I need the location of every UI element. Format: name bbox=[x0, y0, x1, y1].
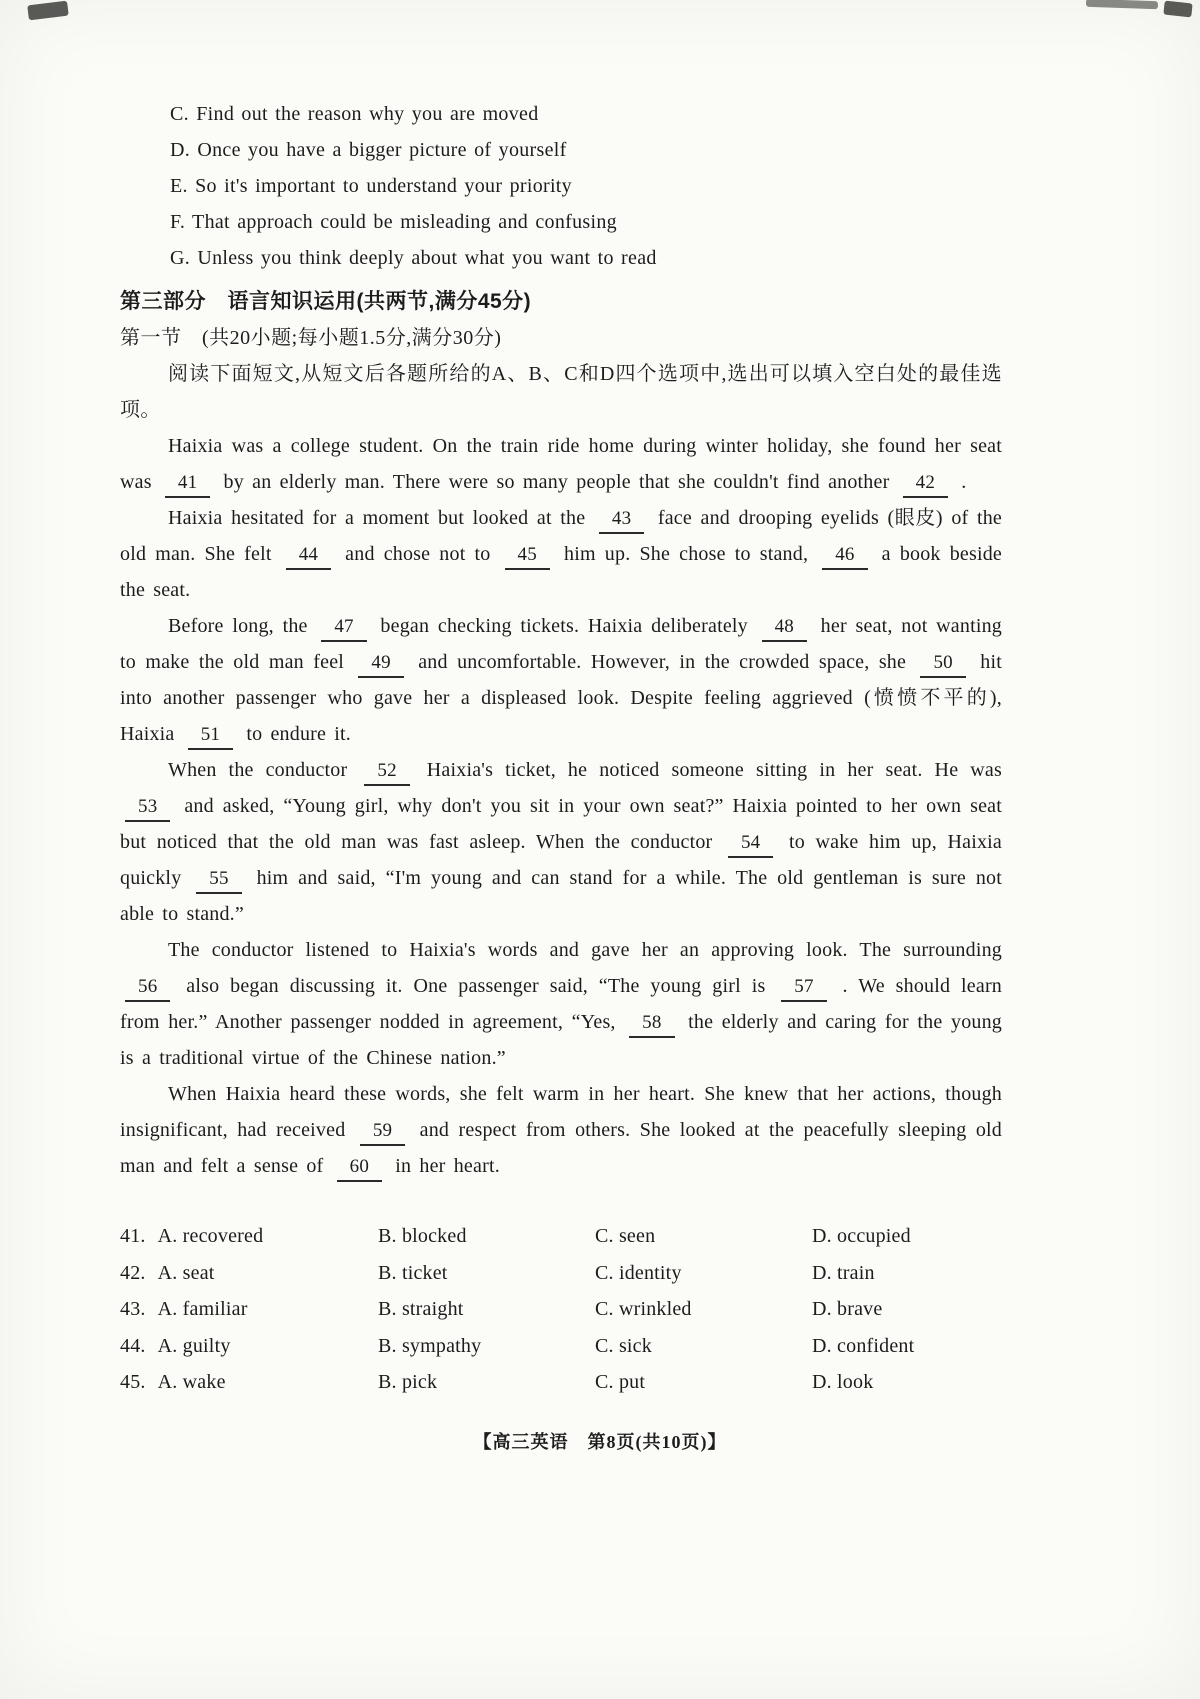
blank-50: 50 bbox=[920, 650, 965, 678]
blank-59: 59 bbox=[360, 1118, 405, 1146]
passage-text: Haixia hesitated for a moment but looked at the bbox=[168, 507, 594, 529]
blank-58: 58 bbox=[629, 1010, 674, 1038]
option-a: A. familiar bbox=[157, 1298, 248, 1321]
cloze-instructions: 阅读下面短文,从短文后各题所给的A、B、C和D四个选项中,选出可以填入空白处的最佳选项。 bbox=[120, 363, 1002, 421]
section-one-header: 第一节 (共20小题;每小题1.5分,满分30分) bbox=[120, 327, 502, 349]
question-number: 41. bbox=[120, 1225, 146, 1247]
blank-55: 55 bbox=[196, 866, 241, 894]
page-content bbox=[120, 96, 1002, 1184]
option-d: D. look bbox=[812, 1371, 874, 1394]
option-d: D. confident bbox=[812, 1334, 915, 1357]
blank-48: 48 bbox=[762, 614, 807, 642]
scan-smudge-top-right-1 bbox=[1086, 0, 1158, 9]
gap-filling-option: E. So it's important to understand your priority bbox=[170, 175, 572, 197]
option-b: B. blocked bbox=[378, 1225, 467, 1247]
passage-text: a book beside the seat. bbox=[120, 543, 1002, 601]
question-row bbox=[120, 1255, 1020, 1292]
option-a: A. recovered bbox=[157, 1225, 264, 1247]
passage-text: When Haixia heard these words, she felt warm in her heart. She knew that her actions, though insignificant, had received bbox=[120, 1083, 1002, 1141]
passage-text: Haixia's ticket, he noticed someone sitting in her seat. He was bbox=[414, 759, 1002, 781]
blank-51: 51 bbox=[188, 722, 233, 750]
passage-text: The conductor listened to Haixia's words and gave her an approving look. The surrounding bbox=[168, 939, 1002, 961]
option-a: A. seat bbox=[157, 1261, 215, 1284]
blank-44: 44 bbox=[286, 542, 331, 570]
blank-42: 42 bbox=[903, 470, 948, 498]
question-number-and-option-a bbox=[120, 1328, 378, 1365]
option-c: C. seen bbox=[595, 1225, 656, 1247]
passage-text: also began discussing it. One passenger said, “The young girl is bbox=[175, 975, 777, 997]
question-number: 44. bbox=[120, 1334, 146, 1357]
blank-49: 49 bbox=[358, 650, 403, 678]
question-row bbox=[120, 1328, 1020, 1365]
passage-text: him up. She chose to stand, bbox=[554, 543, 818, 565]
option-d: D. train bbox=[812, 1261, 875, 1284]
blank-60: 60 bbox=[337, 1154, 382, 1182]
option-b: B. straight bbox=[378, 1298, 464, 1321]
blank-52: 52 bbox=[364, 758, 409, 786]
blank-43: 43 bbox=[599, 506, 644, 534]
passage-text: and chose not to bbox=[336, 543, 500, 565]
question-number: 42. bbox=[120, 1261, 146, 1284]
part-three-header: 第三部分 语言知识运用(共两节,满分45分) bbox=[120, 290, 532, 313]
blank-47: 47 bbox=[321, 614, 366, 642]
cloze-questions bbox=[120, 1218, 1020, 1401]
option-c: C. wrinkled bbox=[595, 1298, 692, 1321]
option-c: C. identity bbox=[595, 1261, 682, 1284]
passage-paragraph bbox=[120, 752, 1002, 932]
passage-text: . We should learn from her.” Another passenger nodded in agreement, “Yes, bbox=[120, 975, 1002, 1033]
passage-paragraph bbox=[120, 428, 1002, 500]
option-d: D. occupied bbox=[812, 1225, 911, 1247]
passage-paragraph bbox=[120, 932, 1002, 1076]
gap-filling-option: G. Unless you think deeply about what you want to read bbox=[170, 247, 657, 269]
option-b: B. ticket bbox=[378, 1261, 448, 1284]
passage-text: When the conductor bbox=[168, 759, 360, 781]
question-number-and-option-a bbox=[120, 1218, 378, 1255]
option-a: A. wake bbox=[157, 1371, 226, 1394]
passage-paragraph bbox=[120, 608, 1002, 752]
question-number: 43. bbox=[120, 1298, 146, 1321]
blank-57: 57 bbox=[781, 974, 826, 1002]
cloze-passage bbox=[120, 428, 1002, 1184]
question-row bbox=[120, 1291, 1020, 1328]
option-b: B. pick bbox=[378, 1371, 438, 1394]
gap-filling-option: C. Find out the reason why you are moved bbox=[170, 103, 539, 125]
passage-text: began checking tickets. Haixia deliberately bbox=[371, 615, 757, 637]
passage-text: . bbox=[953, 471, 967, 493]
passage-text: to wake him up, Haixia quickly bbox=[120, 831, 1002, 889]
blank-54: 54 bbox=[728, 830, 773, 858]
option-a: A. guilty bbox=[157, 1334, 231, 1357]
question-number-and-option-a bbox=[120, 1364, 378, 1401]
option-c: C. put bbox=[595, 1371, 646, 1394]
question-number: 45. bbox=[120, 1371, 146, 1394]
gap-filling-option: F. That approach could be misleading and confusing bbox=[170, 211, 617, 233]
passage-text: hit into another passenger who gave her a displeased look. Despite feeling aggrieved (愤愤不平的), Haixia bbox=[120, 651, 1002, 745]
passage-text: and asked, “Young girl, why don't you sit in your own seat?” Haixia pointed to her own seat but noticed that the old man was fast asleep. When the conductor bbox=[120, 795, 1002, 853]
passage-text: and uncomfortable. However, in the crowded space, she bbox=[408, 651, 916, 673]
passage-text: him and said, “I'm young and can stand for a while. The old gentleman is sure not able to stand.” bbox=[120, 867, 1002, 925]
passage-text: and respect from others. She looked at the peacefully sleeping old man and felt a sense of bbox=[120, 1119, 1003, 1177]
passage-paragraph bbox=[120, 500, 1002, 608]
scan-smudge-top-right-2 bbox=[1163, 1, 1192, 18]
option-b: B. sympathy bbox=[378, 1334, 482, 1357]
blank-41: 41 bbox=[165, 470, 210, 498]
passage-text: face and drooping eyelids (眼皮) of the old man. She felt bbox=[120, 507, 1002, 565]
blank-45: 45 bbox=[505, 542, 550, 570]
passage-text: the elderly and caring for the young is a traditional virtue of the Chinese nation.” bbox=[120, 1011, 1002, 1069]
question-number-and-option-a bbox=[120, 1255, 378, 1292]
question-row bbox=[120, 1364, 1020, 1401]
passage-text: her seat, not wanting to make the old man feel bbox=[120, 615, 1003, 673]
page-footer: 【高三英语 第8页(共10页)】 bbox=[473, 1432, 727, 1452]
passage-paragraph bbox=[120, 1076, 1002, 1184]
gap-filling-option: D. Once you have a bigger picture of yourself bbox=[170, 139, 567, 161]
question-number-and-option-a bbox=[120, 1291, 378, 1328]
blank-56: 56 bbox=[125, 974, 170, 1002]
blank-53: 53 bbox=[125, 794, 170, 822]
passage-text: Haixia was a college student. On the train ride home during winter holiday, she found her seat was bbox=[120, 435, 1002, 493]
top-options-list bbox=[120, 96, 1002, 276]
scan-smudge-top-left bbox=[27, 1, 69, 21]
option-d: D. brave bbox=[812, 1298, 883, 1321]
passage-text: to endure it. bbox=[238, 723, 352, 745]
option-c: C. sick bbox=[595, 1334, 652, 1357]
passage-text: by an elderly man. There were so many people that she couldn't find another bbox=[215, 471, 898, 493]
blank-46: 46 bbox=[822, 542, 867, 570]
passage-text: Before long, the bbox=[168, 615, 317, 637]
question-row bbox=[120, 1218, 1020, 1255]
passage-text: in her heart. bbox=[387, 1155, 500, 1177]
